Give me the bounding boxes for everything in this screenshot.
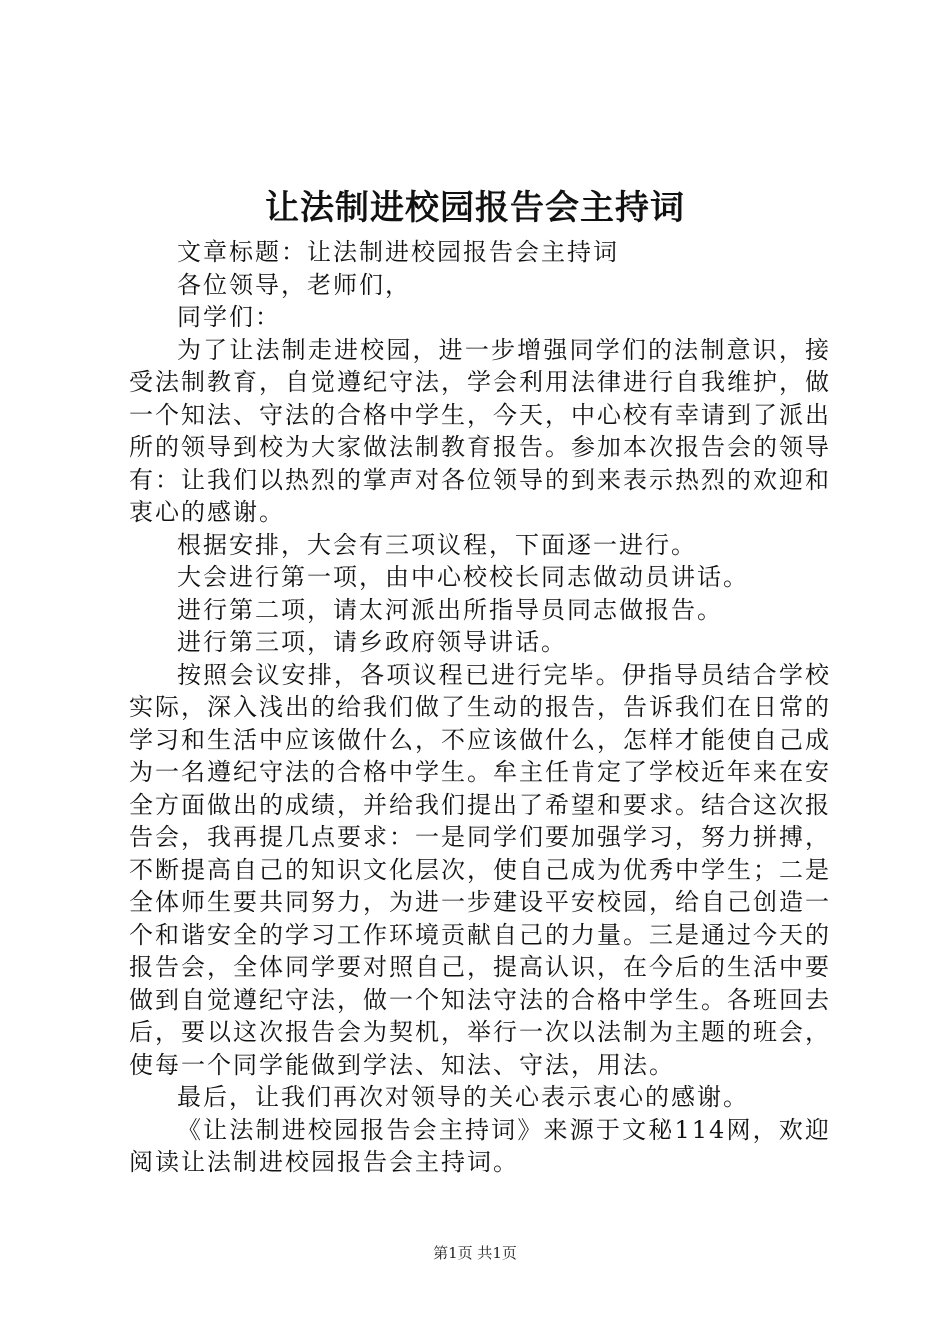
paragraph-introduction: 为了让法制走进校园，进一步增强同学们的法制意识，接受法制教育，自觉遵纪守法，学会利用法律进行自我维护，做一个知法、守法的合格中学生，今天，中心校有幸请到了派出所的领导到校为大家做法制教育报告。参加本次报告会的领导有：让我们以热烈的掌声对各位领导的到来表示热烈的欢迎和衷心的感谢。 <box>129 335 831 526</box>
page-number-footer: 第1页 共1页 <box>433 1244 517 1262</box>
paragraph-source-note: 《让法制进校园报告会主持词》来源于文秘114网，欢迎阅读让法制进校园报告会主持词。 <box>129 1115 831 1176</box>
paragraph-article-title: 文章标题：让法制进校园报告会主持词 <box>177 238 619 266</box>
paragraph-item-one: 大会进行第一项，由中心校校长同志做动员讲话。 <box>177 563 749 591</box>
paragraph-closing: 最后，让我们再次对领导的关心表示衷心的感谢。 <box>177 1083 749 1111</box>
document-title: 让法制进校园报告会主持词 <box>265 188 685 228</box>
document-body <box>129 236 831 1179</box>
paragraph-greeting-leaders: 各位领导，老师们， <box>177 270 411 299</box>
paragraph-item-two: 进行第二项，请太河派出所指导员同志做报告。 <box>177 595 723 624</box>
paragraph-agenda: 根据安排，大会有三项议程，下面逐一进行。 <box>177 530 697 559</box>
paragraph-item-three: 进行第三项，请乡政府领导讲话。 <box>177 628 567 656</box>
paragraph-greeting-students: 同学们： <box>177 303 281 331</box>
paragraph-summary: 按照会议安排，各项议程已进行完毕。伊指导员结合学校实际，深入浅出的给我们做了生动的报告，告诉我们在日常的学习和生活中应该做什么，不应该做什么，怎样才能使自己成为一名遵纪守法的合格中学生。牟主任肯定了学校近年来在安全方面做出的成绩，并给我们提出了希望和要求。结合这次报告会，我再提几点要求：一是同学们要加强学习，努力拼搏，不断提高自己的知识文化层次，使自己成为优秀中学生；二是全体师生要共同努力，为进一步建设平安校园，给自己创造一个和谐安全的学习工作环境贡献自己的力量。三是通过今天的报告会，全体同学要对照自己，提高认识，在今后的生活中要做到自觉遵纪守法，做一个知法守法的合格中学生。各班回去后，要以这次报告会为契机，举行一次以法制为主题的班会，使每一个同学能做到学法、知法、守法，用法。 <box>129 660 831 1079</box>
